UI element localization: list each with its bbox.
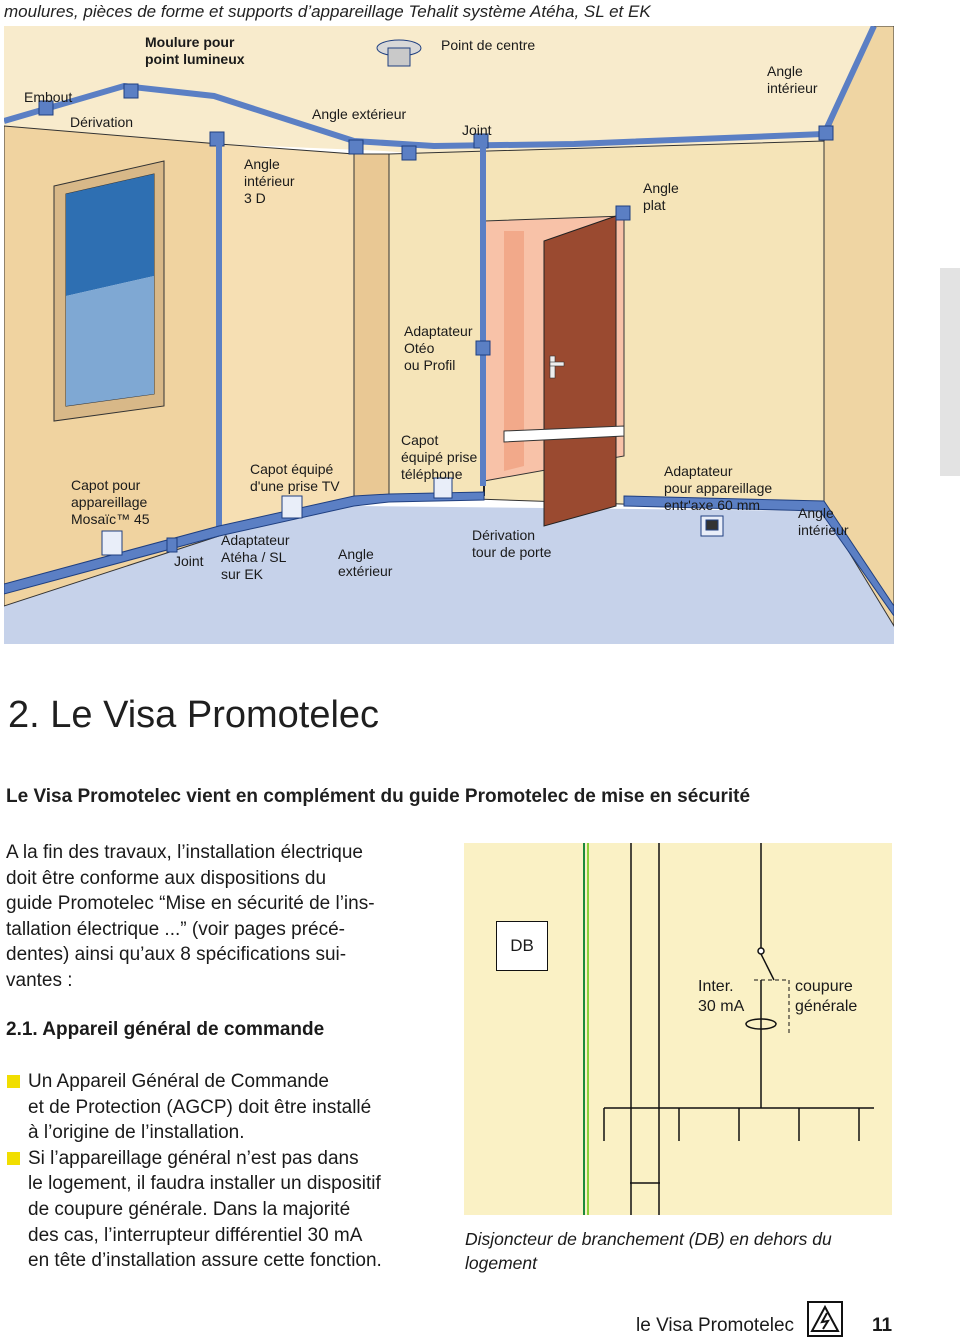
db-box: DB	[496, 921, 548, 971]
label-capot-mosaic: Capot pour appareillage Mosaïc™ 45	[71, 477, 150, 527]
intro-paragraph: A la fin des travaux, l’installation électrique doit être conforme aux dispositions du guide Promotelec “Mise en sécurité de l’ins- tallation électrique ...” (voir pages précé- dentes) ainsi qu’aux 8 spécifications sui- vantes :	[6, 842, 375, 991]
label-point-centre: Point de centre	[441, 37, 536, 53]
label-joint-bottom: Joint	[174, 553, 204, 569]
diagram-caption: Disjoncteur de branchement (DB) en dehors du logement	[465, 1229, 832, 1273]
side-tab	[940, 268, 960, 476]
bullet-item: Si l’appareillage général n’est pas dans le logement, il faudra installer un dispositif de coupure générale. Dans la majorité des cas, l’interrupteur différentiel 30 mA en tête d’installation assure cette fonction.	[6, 1146, 446, 1274]
label-embout: Embout	[24, 89, 73, 105]
label-adaptateur-ateha: Adaptateur Atéha / SL sur EK	[221, 532, 290, 582]
label-angle-interieur-top: Angle intérieur	[767, 63, 818, 96]
footer-text: le Visa Promotelec	[636, 1315, 795, 1336]
label-angle-interieur-3d: Angle intérieur 3 D	[244, 156, 295, 206]
subsection-title: 2.1. Appareil général de commande	[6, 1019, 325, 1040]
bullet-list	[6, 1069, 446, 1274]
label-angle-exterieur-bottom: Angle extérieur	[338, 546, 393, 579]
label-adaptateur-60: Adaptateur pour appareillage entr'axe 60 mm	[664, 463, 773, 513]
label-adaptateur-oteo: Adaptateur Otéo ou Profil	[404, 323, 473, 373]
bullet-square-icon	[7, 1152, 20, 1165]
window	[54, 161, 164, 421]
label-capot-telephone: Capot équipé prise téléphone	[401, 432, 478, 482]
label-angle-plat: Angle plat	[643, 180, 679, 213]
page-header: moulures, pièces de forme et supports d’appareillage Tehalit système Atéha, SL et EK	[4, 2, 651, 21]
inter-label: Inter. 30 mA	[698, 978, 745, 1015]
promotelec-warning-logo-icon	[807, 1301, 843, 1337]
label-derivation-top: Dérivation	[70, 114, 134, 130]
diagram-lines	[464, 843, 892, 1215]
bullet-square-icon	[7, 1075, 20, 1088]
label-joint-top: Joint	[462, 122, 492, 138]
label-angle-exterieur-top: Angle extérieur	[312, 106, 407, 122]
bullet-item: Un Appareil Général de Commande et de Protection (AGCP) doit être installé à l’origine de l’installation.	[6, 1069, 446, 1146]
label-capot-tv: Capot équipé d'une prise TV	[250, 461, 340, 494]
section-title: 2. Le Visa Promotelec	[8, 694, 380, 736]
label-angle-interieur-bottom: Angle intérieur	[798, 505, 849, 538]
label-derivation-porte: Dérivation tour de porte	[472, 527, 552, 560]
section-subtitle: Le Visa Promotelec vient en complément du guide Promotelec de mise en sécurité	[6, 786, 751, 807]
label-moulure: Moulure pour point lumineux	[145, 34, 245, 67]
page-number: 11	[872, 1315, 893, 1336]
electrical-diagram	[464, 843, 892, 1215]
coupure-label: coupure générale	[795, 978, 858, 1015]
